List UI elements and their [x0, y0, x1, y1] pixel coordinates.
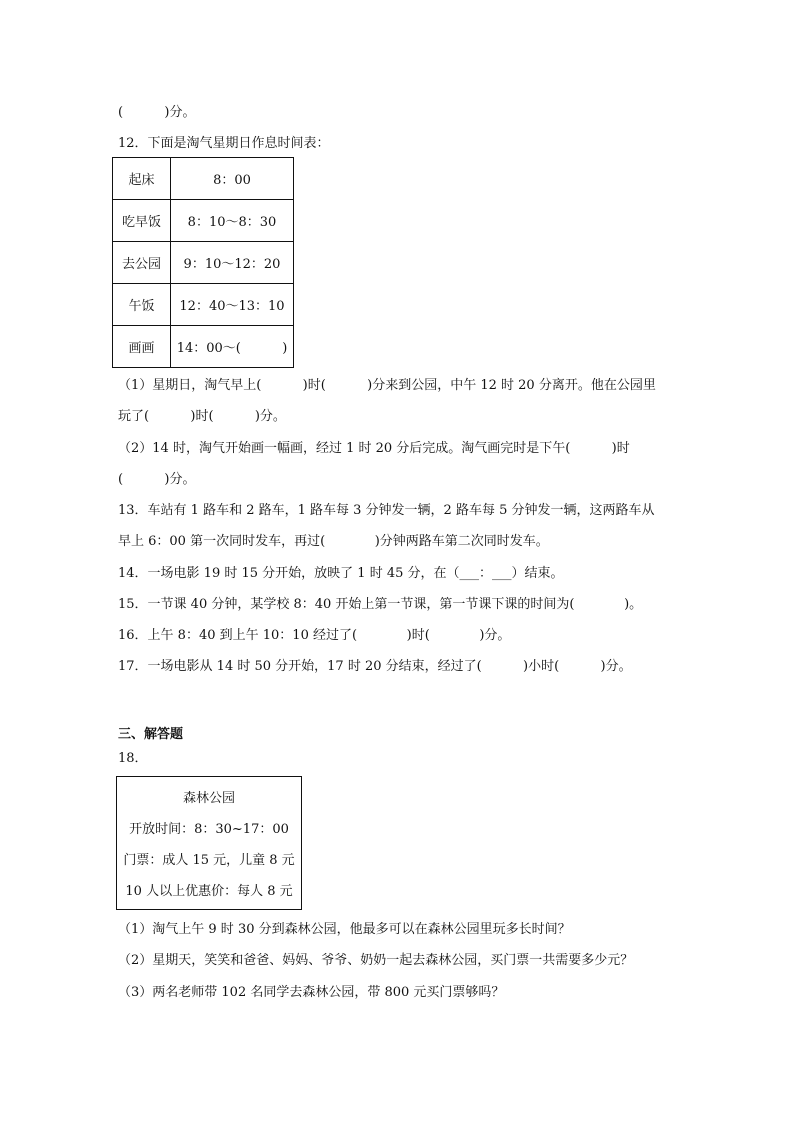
q16: 16．上午 8：40 到上午 10：10 经过了( )时( )分。: [118, 628, 511, 643]
activity-cell: 吃早饭: [113, 200, 171, 242]
activity-cell: 午饭: [113, 284, 171, 326]
park-notice-box: [116, 776, 302, 910]
table-row: [113, 242, 294, 284]
q12-part1-line1: （1）星期日，淘气早上( )时( )分来到公园，中午 12 时 20 分离开。他在公园里: [118, 378, 656, 393]
time-cell: 8：10～8：30: [171, 200, 294, 242]
q14: 14．一场电影 19 时 15 分开始，放映了 1 时 45 分，在（___：___）结束。: [118, 566, 564, 581]
q18-number: 18．: [118, 751, 148, 766]
table-row: [113, 284, 294, 326]
q15: 15．一节课 40 分钟，某学校 8：40 开始上第一节课，第一节课下课的时间为( )。: [118, 597, 643, 612]
schedule-table: [112, 157, 294, 368]
notice-hours: 开放时间：8：30~17：00: [129, 822, 289, 837]
notice-title: 森林公园: [182, 791, 235, 806]
table-row: [113, 158, 294, 200]
time-cell: 14：00～( ): [171, 326, 294, 368]
q12-part1-line2: 玩了( )时( )分。: [118, 409, 286, 424]
table-row: [113, 326, 294, 368]
table-row: [113, 200, 294, 242]
activity-cell: 起床: [113, 158, 171, 200]
notice-discount: 10 人以上优惠价：每人 8 元: [125, 884, 293, 899]
activity-cell: 去公园: [113, 242, 171, 284]
q18-part2: （2）星期天，笑笑和爸爸、妈妈、爷爷、奶奶一起去森林公园，买门票一共需要多少元？: [118, 953, 634, 968]
q12-part2-line1: （2）14 时，淘气开始画一幅画，经过 1 时 20 分后完成。淘气画完时是下午( )时: [118, 441, 630, 456]
time-cell: 8：00: [171, 158, 294, 200]
q12-part2-line2: ( )分。: [118, 472, 196, 487]
q18-part1: （1）淘气上午 9 时 30 分到森林公园，他最多可以在森林公园里玩多长时间？: [118, 922, 571, 937]
q18-part3: （3）两名老师带 102 名同学去森林公园，带 800 元买门票够吗？: [118, 985, 505, 1000]
notice-tickets: 门票：成人 15 元，儿童 8 元: [123, 853, 295, 868]
q13-line2: 早上 6：00 第一次同时发车，再过( )分钟两路车第二次同时发车。: [118, 534, 549, 549]
activity-cell: 画画: [113, 326, 171, 368]
q13-line1: 13．车站有 1 路车和 2 路车，1 路车每 3 分钟发一辆，2 路车每 5 分钟发一辆，这两路车从: [118, 503, 655, 518]
time-cell: 9：10～12：20: [171, 242, 294, 284]
section-heading: 三、解答题: [118, 727, 184, 742]
q11-continuation: ( )分。: [118, 105, 196, 120]
q12-prompt: 12．下面是淘气星期日作息时间表：: [118, 136, 330, 151]
q17: 17．一场电影从 14 时 50 分开始，17 时 20 分结束，经过了( )小时( )分。: [118, 659, 632, 674]
time-cell: 12：40～13：10: [171, 284, 294, 326]
